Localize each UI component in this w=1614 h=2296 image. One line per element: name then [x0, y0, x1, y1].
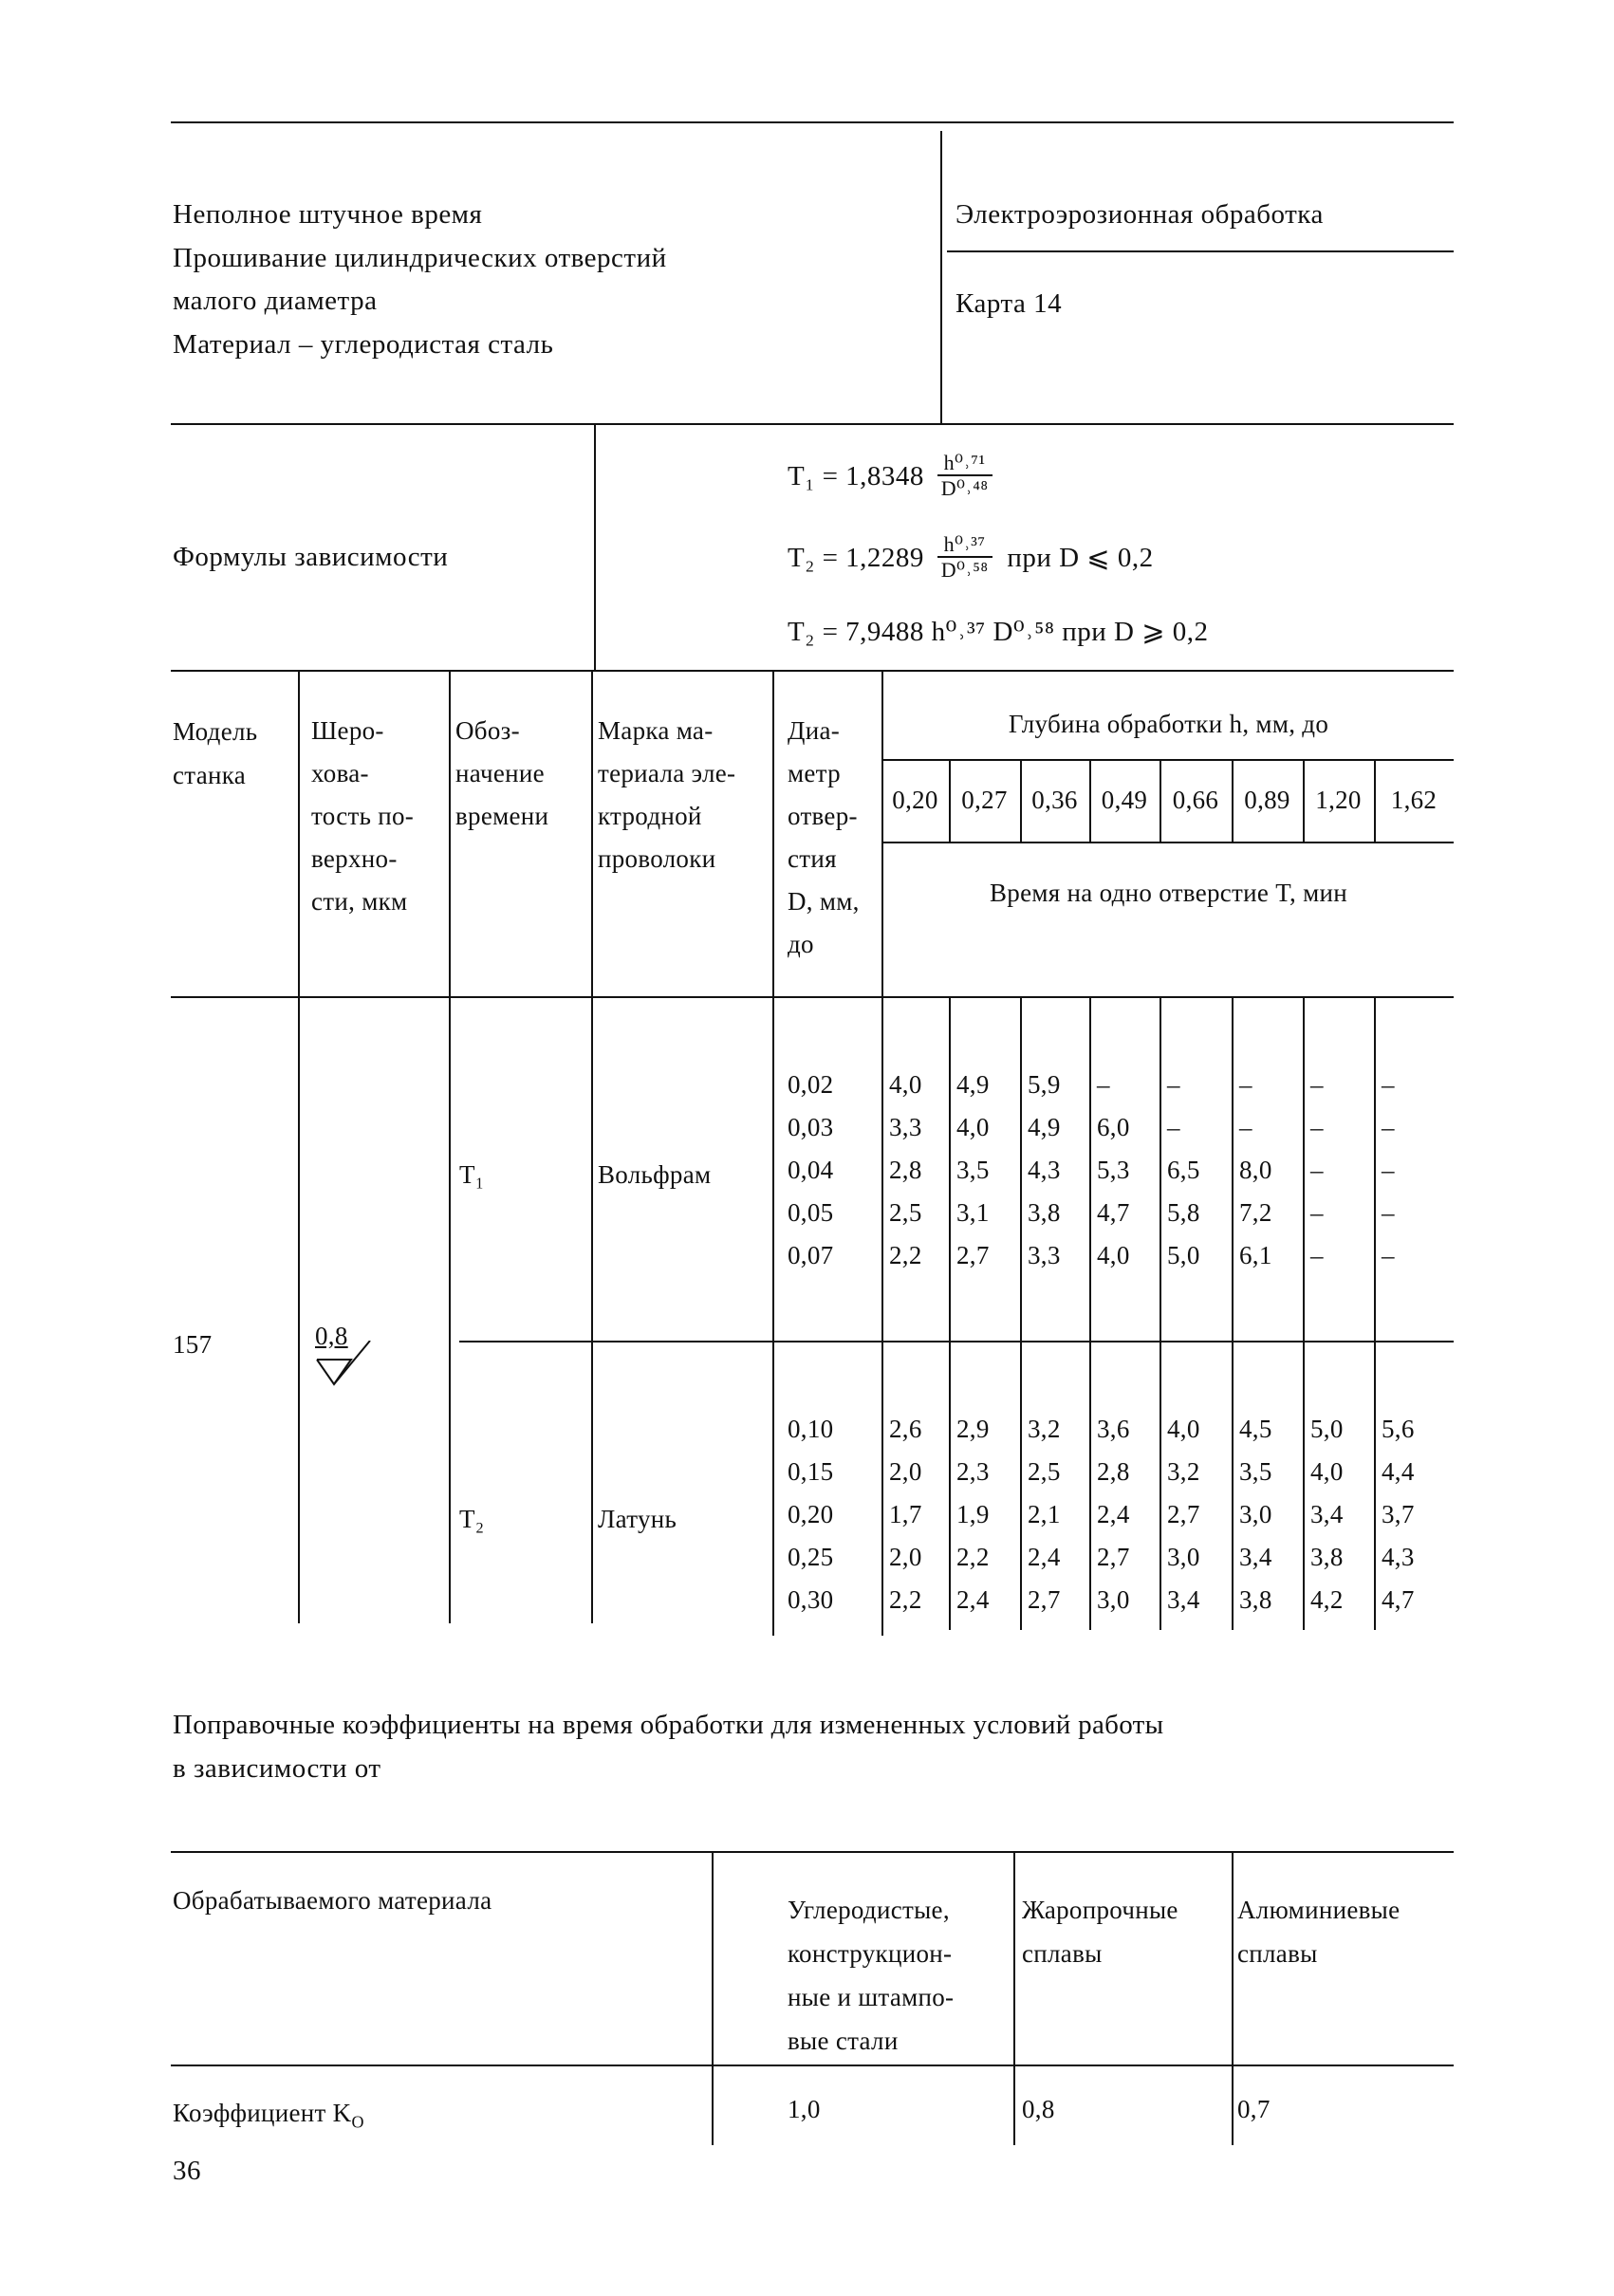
- time-value: 4,3: [1382, 1543, 1415, 1571]
- value-col-divider: [1232, 996, 1234, 1630]
- time-value: 4,9: [1028, 1113, 1061, 1141]
- formula-t2a-condition: при D ⩽ 0,2: [1007, 542, 1154, 573]
- group1-designation: T₁: [459, 1160, 485, 1189]
- formula-t2a-lhs: T₂ = 1,2289: [788, 542, 924, 573]
- time-value: 3,6: [1097, 1415, 1130, 1443]
- depth-value: 1,20: [1315, 786, 1362, 814]
- depth-title: Глубина обработки h, мм, до: [1008, 710, 1329, 738]
- value-col-divider: [1159, 996, 1161, 1630]
- formula-t2a-denominator: D⁰˒⁵⁸: [940, 558, 989, 583]
- time-value: 3,8: [1028, 1198, 1061, 1227]
- time-value: 5,6: [1382, 1415, 1415, 1443]
- value-col-divider: [1303, 996, 1305, 1630]
- coefficient-value-2: 0,8: [1022, 2095, 1055, 2123]
- formula-t2a-fraction: [937, 533, 993, 583]
- coefficient-label-subscript: О: [351, 2112, 364, 2132]
- time-value: 3,0: [1167, 1543, 1200, 1571]
- depth-title-rule: [883, 759, 1454, 761]
- time-value: 2,2: [889, 1241, 922, 1269]
- formula-t1-lhs: T₁ = 1,8348: [788, 460, 924, 491]
- corr-divider-2: [1013, 1851, 1015, 2145]
- time-value: 4,7: [1382, 1585, 1415, 1614]
- formula-t2a: [788, 533, 1154, 583]
- time-value: 2,8: [1097, 1457, 1130, 1486]
- header-roughness-line: сти, мкм: [311, 887, 408, 916]
- time-value: –: [1310, 1198, 1324, 1227]
- corr-col0-header: Обрабатываемого материала: [173, 1886, 492, 1915]
- diameter-value: 0,02: [788, 1070, 834, 1099]
- time-value: 4,0: [1097, 1241, 1130, 1269]
- header-divider: [940, 131, 942, 423]
- time-value: 2,4: [1028, 1543, 1061, 1571]
- diameter-value: 0,03: [788, 1113, 834, 1141]
- corr-col1-line: Углеродистые,: [788, 1896, 950, 1924]
- header-electrode-line: ктродной: [598, 802, 702, 830]
- diameter-value: 0,20: [788, 1500, 834, 1528]
- time-value: 5,3: [1097, 1156, 1130, 1184]
- header-diameter-line: Диа-: [788, 716, 841, 745]
- correction-top-rule: [171, 1851, 1454, 1853]
- time-value: 2,6: [889, 1415, 922, 1443]
- corr-col3-line: сплавы: [1237, 1939, 1318, 1968]
- header-line-1: Неполное штучное время: [173, 199, 483, 230]
- depth-value: 0,27: [961, 786, 1008, 814]
- time-value: –: [1382, 1241, 1395, 1269]
- time-value: 8,0: [1239, 1156, 1272, 1184]
- header-designation-line: начение: [455, 759, 545, 787]
- value-col-divider: [949, 996, 951, 1630]
- time-value: 7,2: [1239, 1198, 1272, 1227]
- time-value: 3,0: [1097, 1585, 1130, 1614]
- card-number: Карта 14: [955, 288, 1063, 319]
- time-value: 4,2: [1310, 1585, 1344, 1614]
- depth-value: 0,20: [892, 786, 938, 814]
- time-value: 3,4: [1167, 1585, 1200, 1614]
- diameter-value: 0,30: [788, 1585, 834, 1614]
- formula-t1-denominator: D⁰˒⁴⁸: [940, 476, 989, 501]
- time-value: 2,5: [1028, 1457, 1061, 1486]
- corr-col3-header: [1237, 1888, 1400, 1975]
- header-designation: [455, 710, 548, 838]
- time-value: 6,0: [1097, 1113, 1130, 1141]
- time-value: –: [1167, 1113, 1180, 1141]
- time-value: –: [1310, 1070, 1324, 1099]
- time-value: 3,5: [1239, 1457, 1272, 1486]
- time-value: 4,0: [1310, 1457, 1344, 1486]
- formula-t2b: T₂ = 7,9488 h⁰˒³⁷ D⁰˒⁵⁸ при D ⩾ 0,2: [788, 617, 1209, 647]
- time-value: –: [1239, 1070, 1252, 1099]
- corr-col3-line: Алюминиевые: [1237, 1896, 1401, 1924]
- header-roughness-line: хова-: [311, 759, 369, 787]
- time-value: 2,8: [889, 1156, 922, 1184]
- header-diameter-line: до: [788, 930, 814, 958]
- top-rule: [171, 121, 1454, 123]
- correction-text-1: Поправочные коэффициенты на время обработки для измененных условий работы: [173, 1710, 1164, 1740]
- header-electrode: [598, 710, 735, 880]
- time-value: 3,2: [1028, 1415, 1061, 1443]
- corr-col2-line: сплавы: [1022, 1939, 1103, 1968]
- formulas-label: Формулы зависимости: [173, 542, 449, 572]
- coefficient-label-text: Коэффициент K: [173, 2099, 352, 2127]
- header-line-4: Материал – углеродистая сталь: [173, 329, 554, 360]
- header-diameter-line: отвер-: [788, 802, 858, 830]
- coefficient-value-1: 1,0: [788, 2095, 821, 2123]
- formula-t2a-numerator: h⁰˒³⁷: [937, 533, 993, 558]
- time-value: 5,0: [1167, 1241, 1200, 1269]
- time-value: 2,1: [1028, 1500, 1061, 1528]
- col-divider-4: [772, 670, 774, 1636]
- time-value: 2,2: [889, 1585, 922, 1614]
- corr-col1-line: ные и штампо-: [788, 1983, 955, 2011]
- header-electrode-line: Марка ма-: [598, 716, 714, 745]
- correction-mid-rule: [171, 2065, 1454, 2066]
- roughness-value-text: 0,8: [315, 1322, 348, 1350]
- time-value: –: [1382, 1113, 1395, 1141]
- coefficient-label: [173, 2101, 364, 2130]
- time-value: –: [1239, 1113, 1252, 1141]
- header-electrode-line: проволоки: [598, 844, 716, 873]
- time-value: –: [1310, 1241, 1324, 1269]
- diameter-value: 0,15: [788, 1457, 834, 1486]
- time-value: 4,9: [956, 1070, 990, 1099]
- corr-divider-1: [712, 1851, 714, 2145]
- roughness-triangle-icon: [313, 1341, 380, 1398]
- time-value: 2,4: [956, 1585, 990, 1614]
- time-value: –: [1382, 1198, 1395, 1227]
- header-designation-line: времени: [455, 802, 549, 830]
- header-designation-line: Обоз-: [455, 716, 520, 745]
- time-value: 2,3: [956, 1457, 990, 1486]
- corr-col1-line: конструкцион-: [788, 1939, 953, 1968]
- formula-t1-numerator: h⁰˒⁷¹: [937, 452, 993, 476]
- col-divider-2: [449, 670, 451, 1623]
- col-divider-3: [591, 670, 593, 1623]
- time-value: 4,3: [1028, 1156, 1061, 1184]
- corr-divider-3: [1232, 1851, 1234, 2145]
- header-electrode-line: териала эле-: [598, 759, 736, 787]
- col-divider-5: [881, 670, 883, 1636]
- time-value: 2,7: [1097, 1543, 1130, 1571]
- time-value: 5,0: [1310, 1415, 1344, 1443]
- header-line-3: малого диаметра: [173, 286, 378, 316]
- time-value: –: [1310, 1113, 1324, 1141]
- header-model: [173, 710, 257, 797]
- time-value: 3,3: [889, 1113, 922, 1141]
- time-value: 2,5: [889, 1198, 922, 1227]
- depth-values-rule: [883, 842, 1454, 843]
- value-col-divider: [1374, 996, 1376, 1630]
- header-roughness-line: верхно-: [311, 844, 398, 873]
- corr-col2-line: Жаропрочные: [1022, 1896, 1178, 1924]
- group2-material: Латунь: [598, 1505, 677, 1533]
- depth-value: 0,49: [1101, 786, 1148, 814]
- formula-top-rule: [171, 423, 1454, 425]
- time-value: 3,1: [956, 1198, 990, 1227]
- depth-value: 0,36: [1031, 786, 1078, 814]
- time-value: 2,7: [956, 1241, 990, 1269]
- diameter-value: 0,25: [788, 1543, 834, 1571]
- time-value: 2,0: [889, 1457, 922, 1486]
- group1-material: Вольфрам: [598, 1160, 712, 1189]
- time-title: Время на одно отверстие T, мин: [989, 879, 1348, 907]
- time-value: –: [1310, 1156, 1324, 1184]
- time-value: 3,3: [1028, 1241, 1061, 1269]
- time-value: 6,5: [1167, 1156, 1200, 1184]
- corr-col1-header: [788, 1888, 954, 2063]
- value-col-divider: [1020, 996, 1022, 1630]
- time-value: 4,4: [1382, 1457, 1415, 1486]
- time-value: 2,4: [1097, 1500, 1130, 1528]
- time-value: 5,8: [1167, 1198, 1200, 1227]
- header-right-rule: [947, 250, 1454, 252]
- header-diameter: [788, 710, 860, 966]
- diameter-value: 0,10: [788, 1415, 834, 1443]
- section-title: Электроэрозионная обработка: [955, 199, 1324, 230]
- diameter-value: 0,05: [788, 1198, 834, 1227]
- roughness-value: [315, 1324, 348, 1349]
- header-line-2: Прошивание цилиндрических отверстий: [173, 243, 667, 273]
- time-value: 3,0: [1239, 1500, 1272, 1528]
- header-diameter-line: стия: [788, 844, 837, 873]
- time-value: –: [1382, 1156, 1395, 1184]
- time-value: 3,8: [1310, 1543, 1344, 1571]
- time-value: –: [1382, 1070, 1395, 1099]
- corr-col1-line: вые стали: [788, 2027, 899, 2055]
- header-model-line: станка: [173, 761, 247, 789]
- depth-value: 1,62: [1390, 786, 1438, 814]
- time-value: 2,2: [956, 1543, 990, 1571]
- corr-col2-header: [1022, 1888, 1178, 1975]
- time-value: 1,9: [956, 1500, 990, 1528]
- model-value: 157: [173, 1330, 213, 1359]
- header-roughness: [311, 710, 414, 923]
- depth-value: 0,66: [1172, 786, 1219, 814]
- formula-t1: [788, 452, 993, 502]
- time-value: 4,0: [956, 1113, 990, 1141]
- time-value: –: [1097, 1070, 1110, 1099]
- header-diameter-line: D, мм,: [788, 887, 860, 916]
- value-col-divider: [1089, 996, 1091, 1630]
- time-value: 2,0: [889, 1543, 922, 1571]
- header-roughness-line: Шеро-: [311, 716, 384, 745]
- formula-t1-fraction: [937, 452, 993, 502]
- table-header-bottom-rule: [171, 996, 1454, 998]
- col-divider-1: [298, 670, 300, 1623]
- header-model-line: Модель: [173, 717, 258, 746]
- time-value: 3,4: [1239, 1543, 1272, 1571]
- time-value: 3,2: [1167, 1457, 1200, 1486]
- correction-text-2: в зависимости от: [173, 1753, 381, 1784]
- header-roughness-line: тость по-: [311, 802, 415, 830]
- time-value: 4,0: [889, 1070, 922, 1099]
- group2-designation: T₂: [459, 1505, 485, 1533]
- time-value: 3,4: [1310, 1500, 1344, 1528]
- diameter-value: 0,04: [788, 1156, 834, 1184]
- time-value: 5,9: [1028, 1070, 1061, 1099]
- time-value: 2,7: [1167, 1500, 1200, 1528]
- time-value: 4,7: [1097, 1198, 1130, 1227]
- depth-value: 0,89: [1244, 786, 1290, 814]
- time-value: 2,7: [1028, 1585, 1061, 1614]
- header-diameter-line: метр: [788, 759, 841, 787]
- time-value: 3,8: [1239, 1585, 1272, 1614]
- table-top-rule: [171, 670, 1454, 672]
- diameter-value: 0,07: [788, 1241, 834, 1269]
- time-value: 4,5: [1239, 1415, 1272, 1443]
- time-value: 3,7: [1382, 1500, 1415, 1528]
- page-number: 36: [173, 2156, 201, 2186]
- coefficient-value-3: 0,7: [1237, 2095, 1271, 2123]
- time-value: –: [1167, 1070, 1180, 1099]
- time-value: 3,5: [956, 1156, 990, 1184]
- time-value: 2,9: [956, 1415, 990, 1443]
- time-value: 6,1: [1239, 1241, 1272, 1269]
- time-value: 1,7: [889, 1500, 922, 1528]
- formula-divider: [594, 423, 596, 670]
- time-value: 4,0: [1167, 1415, 1200, 1443]
